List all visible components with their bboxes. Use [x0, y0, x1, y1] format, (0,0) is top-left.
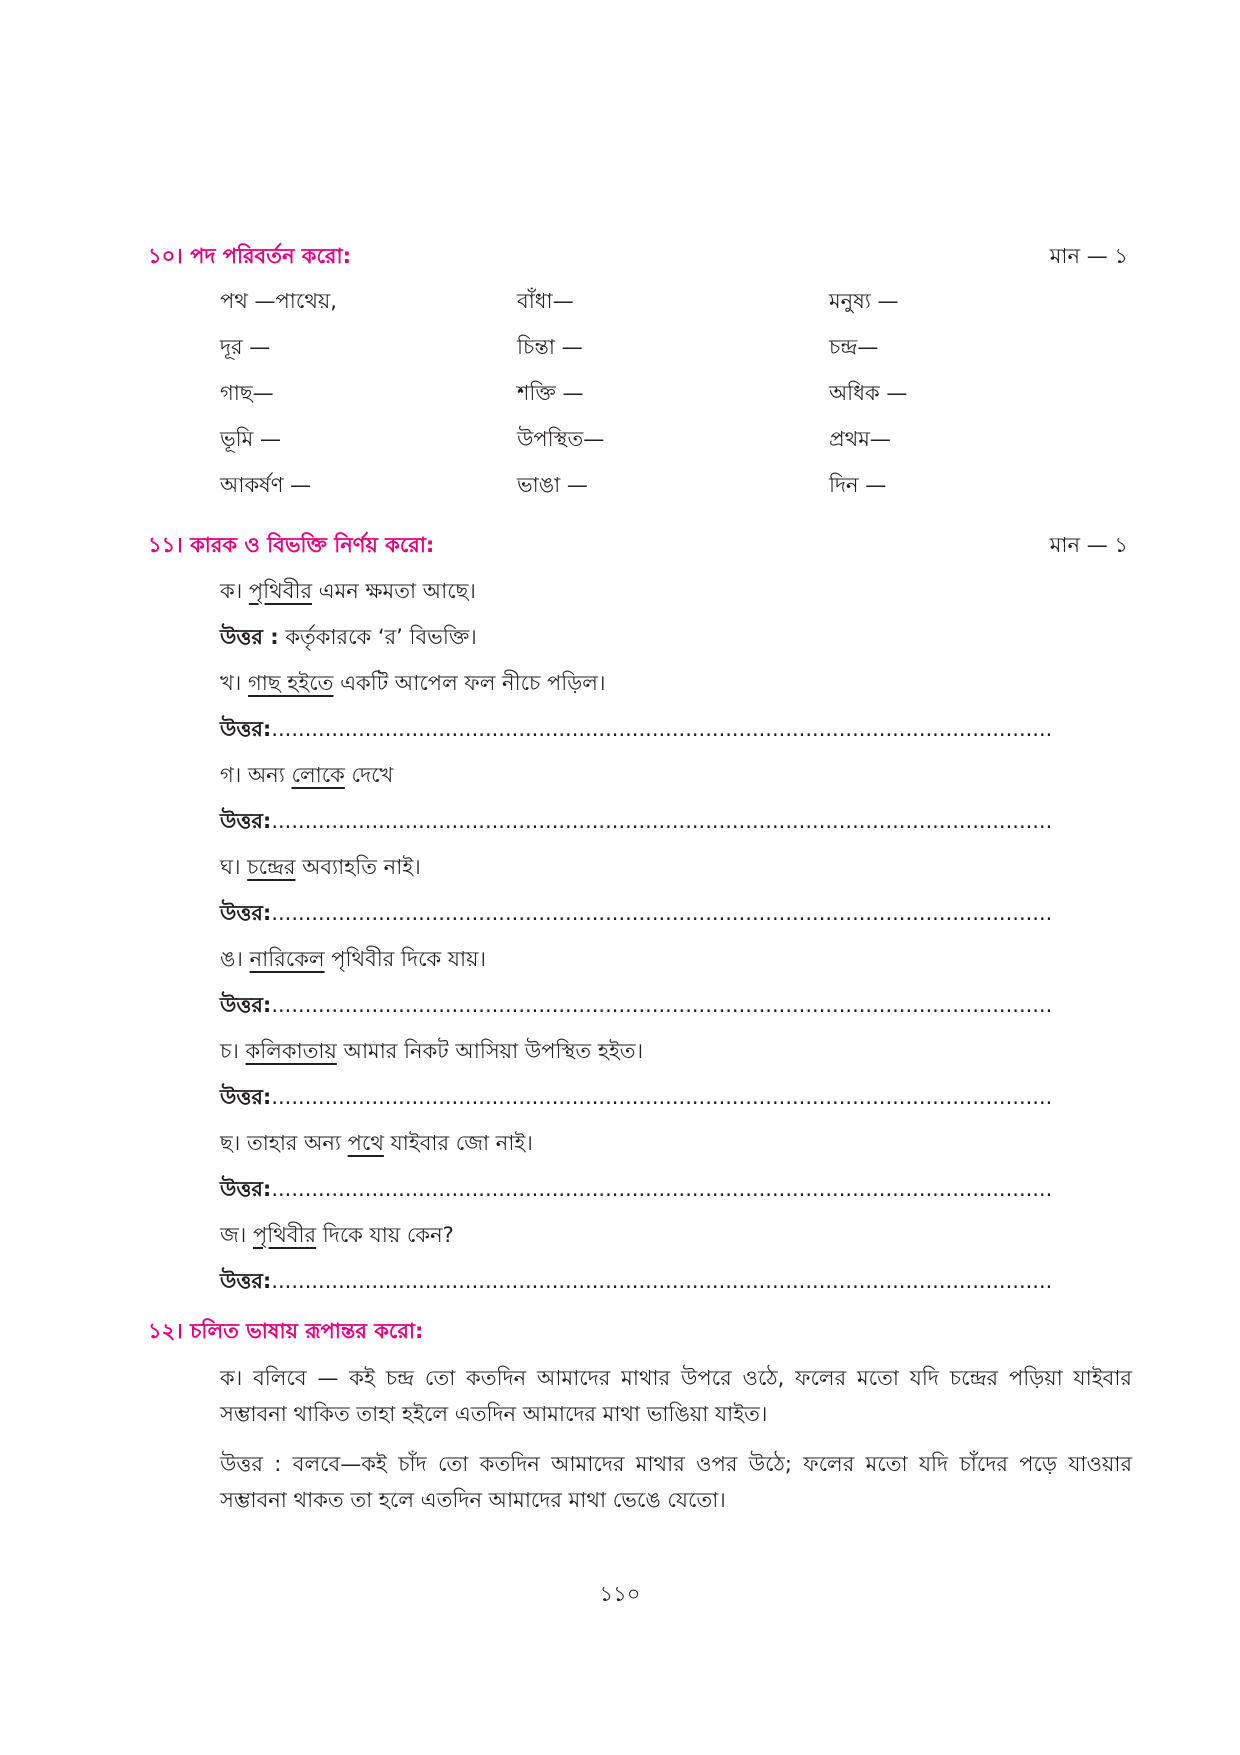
q10-cell: আকর্ষণ — — [220, 473, 312, 497]
q12-answer-text: উত্তর : বলবে—কই চাঁদ তো কতদিন আমাদের মাথার ওপর উঠে; ফলের মতো যদি চাঁদের পড়ে যাওয়ার সম্ভাবনা থাকত তা হলে এতদিন আমাদের মাথা ভেঙে যেতো। — [220, 1452, 1132, 1512]
q11-marks: মান — ১ — [1049, 533, 1128, 557]
item-prefix: খ। — [220, 671, 242, 695]
sentence-rest: এমন ক্ষমতা আছে। — [312, 579, 476, 603]
underlined-word: পথে — [347, 1131, 384, 1155]
underlined-word: গাছ হইতে — [248, 671, 334, 695]
q10-cell: অধিক — — [829, 381, 908, 405]
q10-cell: মনুষ্য — — [829, 289, 899, 313]
q10-title: ১০। পদ পরিবর্তন করো: — [148, 244, 351, 268]
sentence-rest: আমার নিকট আসিয়া উপস্থিত হইত। — [336, 1039, 644, 1063]
answer-label: উত্তর: — [220, 993, 272, 1017]
q10-row — [220, 377, 980, 423]
answer-label: উত্তর: — [220, 809, 272, 833]
sentence-rest: পৃথিবীর দিকে যায়। — [324, 947, 486, 971]
answer-text: কর্তৃকারকে ‘র’ বিভক্তি। — [278, 625, 477, 649]
q11-item-sentence — [220, 1219, 980, 1265]
item-prefix: ছ। — [220, 1131, 241, 1155]
item-prefix: ক। — [220, 579, 243, 603]
underlined-word: পৃথিবীর — [248, 579, 312, 603]
q10-cell: দিন — — [829, 473, 887, 497]
sentence-rest: অব্যাহতি নাই। — [295, 855, 421, 879]
page-number: ১১০ — [599, 1582, 641, 1606]
answer-label: উত্তর: — [220, 717, 272, 741]
q11-answer-line[interactable] — [220, 805, 1053, 851]
answer-blank[interactable]: ..................................................................................................................... — [271, 1085, 1053, 1109]
q11-example-answer — [220, 621, 980, 667]
answer-blank[interactable]: ..................................................................................................................... — [271, 809, 1053, 833]
q10-cell: ভূমি — — [220, 427, 281, 451]
q11-items — [220, 575, 1053, 1311]
q11-answer-line[interactable] — [220, 713, 1053, 759]
sentence-rest: দিকে যায় কেন? — [316, 1223, 454, 1247]
sentence-rest: একটি আপেল ফল নীচে পড়িল। — [333, 671, 606, 695]
answer-label: উত্তর: — [220, 1177, 272, 1201]
q11-item-sentence — [220, 851, 980, 897]
q10-row — [220, 423, 980, 469]
q11-example-sentence — [220, 575, 980, 621]
q11-item-sentence — [220, 943, 980, 989]
underlined-word: নারিকেল — [249, 947, 325, 971]
answer-blank[interactable]: ..................................................................................................................... — [271, 1269, 1053, 1293]
q10-cell: চন্দ্র— — [829, 335, 879, 359]
sentence-rest: যাইবার জো নাই। — [383, 1131, 533, 1155]
sentence-pre: তাহার অন্য — [246, 1131, 348, 1155]
answer-blank[interactable]: ..................................................................................................................... — [271, 901, 1053, 925]
underlined-word: পৃথিবীর — [253, 1223, 317, 1247]
q10-word-grid — [220, 285, 980, 515]
q10-cell: চিন্তা — — [517, 335, 583, 359]
sentence-rest: দেখে — [344, 763, 394, 787]
q11-item-sentence — [220, 667, 980, 713]
underlined-word: চন্দ্রের — [247, 855, 296, 879]
answer-label: উত্তর: — [220, 1085, 272, 1109]
item-prefix: চ। — [220, 1039, 239, 1063]
q10-row — [220, 285, 980, 331]
q11-item-sentence — [220, 1127, 980, 1173]
q10-cell: প্রথম— — [829, 427, 891, 451]
q12-question-text: ক। বলিবে — কই চন্দ্র তো কতদিন আমাদের মাথার উপরে ওঠে, ফলের মতো যদি চন্দ্রের পড়িয়া যাইবার সম্ভাবনা থাকিত তাহা হইলে এতদিন আমাদের মাথা ভাঙিয়া যাইত। — [220, 1366, 1132, 1426]
answer-label: উত্তর: — [220, 901, 272, 925]
q11-item-sentence — [220, 1035, 980, 1081]
q11-answer-line[interactable] — [220, 1265, 1053, 1311]
sentence-pre: অন্য — [247, 763, 292, 787]
item-prefix: জ। — [220, 1223, 247, 1247]
q12-title: ১২। চলিত ভাষায় রূপান্তর করো: — [148, 1319, 424, 1343]
item-prefix: গ। — [220, 763, 242, 787]
q10-cell: গাছ— — [220, 381, 274, 405]
q10-header — [148, 240, 1128, 276]
q10-cell: ভাঙা — — [517, 473, 588, 497]
answer-blank[interactable]: ..................................................................................................................... — [271, 993, 1053, 1017]
q11-header — [148, 529, 1128, 565]
q10-cell: বাঁধা— — [517, 289, 574, 313]
answer-blank[interactable]: ..................................................................................................................... — [271, 717, 1053, 741]
item-prefix: ঙ। — [220, 947, 243, 971]
answer-blank[interactable]: ..................................................................................................................... — [271, 1177, 1053, 1201]
q11-item-sentence — [220, 759, 980, 805]
q11-answer-line[interactable] — [220, 989, 1053, 1035]
q11-answer-line[interactable] — [220, 1081, 1053, 1127]
item-prefix: ঘ। — [220, 855, 241, 879]
underlined-word: কলিকাতায় — [245, 1039, 337, 1063]
q10-cell: দূর — — [220, 335, 271, 359]
q10-cell: শক্তি — — [517, 381, 584, 405]
q12-header — [148, 1315, 1128, 1351]
q11-answer-line[interactable] — [220, 1173, 1053, 1219]
answer-label: উত্তর: — [220, 1269, 272, 1293]
q10-cell: পথ —পাথেয়, — [220, 289, 337, 313]
q11-answer-line[interactable] — [220, 897, 1053, 943]
underlined-word: লোকে — [291, 763, 345, 787]
q10-row — [220, 331, 980, 377]
q10-row — [220, 469, 980, 515]
q10-cell: উপস্থিত— — [517, 427, 605, 451]
q11-title: ১১। কারক ও বিভক্তি নির্ণয় করো: — [148, 533, 435, 557]
answer-label: উত্তর : — [220, 625, 279, 649]
q10-marks: মান — ১ — [1049, 244, 1128, 268]
